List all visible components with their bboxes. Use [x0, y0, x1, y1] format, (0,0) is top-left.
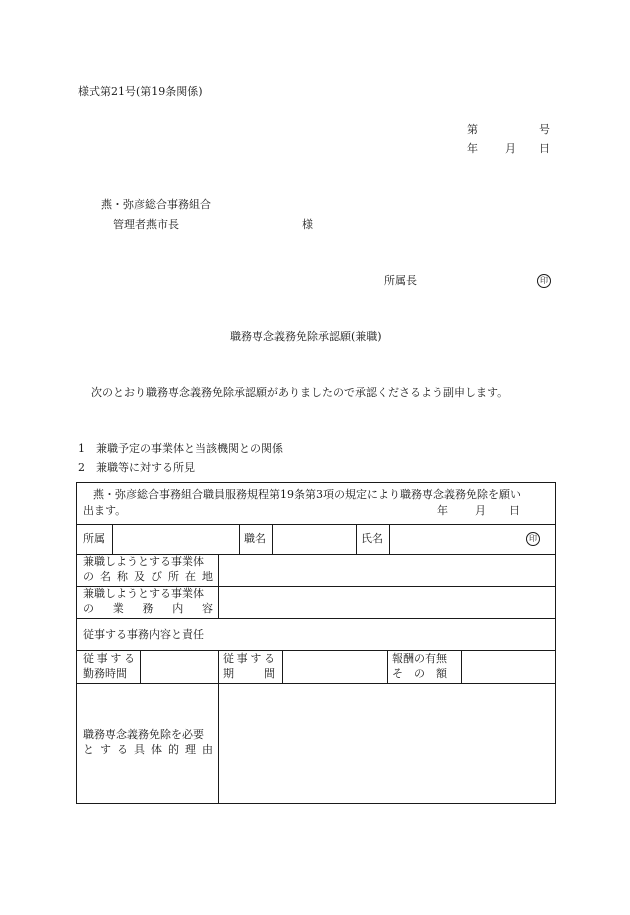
col-divider: [272, 524, 273, 554]
label-char: 由: [202, 743, 213, 756]
form-date-day: 日: [509, 504, 520, 517]
label-char: の: [414, 667, 425, 680]
col-divider: [140, 650, 141, 683]
col-divider: [387, 650, 388, 683]
form-number: 様式第21号(第19条関係): [78, 85, 203, 98]
col-divider: [218, 683, 219, 803]
document-number-prefix: 第: [467, 123, 478, 136]
col-divider: [218, 554, 219, 618]
reason-label-l1: 職務専念義務免除を必要: [83, 728, 204, 741]
reason-label-l2: [83, 743, 213, 757]
label-char: び: [151, 570, 162, 583]
position-label: 職名: [244, 532, 266, 545]
work-hours-label-l1: [83, 652, 135, 666]
label-char: 容: [202, 602, 213, 615]
document-title: 職務専念義務免除承認願(兼職): [230, 330, 382, 343]
pay-label-l1: 報酬の有無: [392, 652, 447, 665]
label-char: る: [263, 652, 275, 665]
applicant-label: 所属長: [384, 274, 417, 287]
duties-label: 従事する事務内容と責任: [83, 628, 204, 641]
label-char: 額: [436, 667, 447, 680]
name-label: 氏名: [361, 532, 383, 545]
label-char: 称: [117, 570, 128, 583]
work-period-label-l1: [223, 652, 275, 666]
form-date-year: 年: [437, 504, 448, 517]
label-char: と: [83, 743, 94, 756]
label-char: す: [250, 652, 262, 665]
seal-mark: 印: [537, 274, 551, 288]
item-2: 2 兼職等に対する所見: [78, 461, 195, 474]
business-name-label-l2: [83, 570, 213, 584]
label-char: る: [123, 652, 135, 665]
business-name-label-l1: 兼職しようとする事業体: [83, 555, 204, 568]
col-divider: [356, 524, 357, 554]
business-content-label-l2: [83, 602, 213, 616]
col-divider: [112, 524, 113, 554]
addressee-honorific: 様: [302, 218, 313, 231]
addressee-org: 燕・弥彦総合事務組合: [101, 198, 211, 211]
dept-label: 所属: [83, 532, 105, 545]
row-divider: [77, 524, 555, 525]
label-char: 地: [202, 570, 213, 583]
col-divider: [239, 524, 240, 554]
label-char: そ: [392, 667, 403, 680]
label-char: 名: [100, 570, 111, 583]
label-char: の: [83, 602, 94, 615]
label-char: 在: [185, 570, 196, 583]
label-char: す: [100, 743, 111, 756]
date-year: 年: [467, 142, 478, 155]
label-char: 理: [185, 743, 196, 756]
label-char: 事: [236, 652, 248, 665]
form-date-month: 月: [475, 504, 486, 517]
label-char: 従: [83, 652, 94, 665]
body-text: 次のとおり職務専念義務免除承認願がありましたので承認くださるよう副申します。: [91, 386, 509, 399]
label-char: 業: [112, 602, 124, 615]
date-day: 日: [539, 142, 550, 155]
label-char: る: [117, 743, 128, 756]
label-char: 従: [223, 652, 234, 665]
label-char: 期: [223, 667, 234, 680]
label-char: の: [83, 570, 94, 583]
label-char: す: [110, 652, 122, 665]
document-number-suffix: 号: [539, 123, 550, 136]
col-divider: [389, 524, 390, 554]
date-month: 月: [505, 142, 516, 155]
application-form-table: [76, 482, 556, 804]
business-content-label-l1: 兼職しようとする事業体: [83, 587, 204, 600]
addressee-title: 管理者燕市長: [113, 218, 179, 231]
label-char: 務: [142, 602, 154, 615]
label-char: 所: [168, 570, 179, 583]
label-char: 具: [134, 743, 145, 756]
col-divider: [461, 650, 462, 683]
item-1: 1 兼職予定の事業体と当該機関との関係: [78, 442, 283, 455]
label-char: 事: [96, 652, 108, 665]
label-char: 体: [151, 743, 162, 756]
label-char: 的: [168, 743, 179, 756]
form-intro-line2: 出ます。: [83, 504, 127, 517]
row-divider: [77, 683, 555, 684]
col-divider: [218, 650, 219, 683]
row-divider: [77, 650, 555, 651]
label-char: 内: [172, 602, 184, 615]
pay-label-l2: [392, 667, 447, 681]
form-seal-mark: 印: [526, 532, 540, 546]
work-period-label-l2: [223, 667, 275, 681]
col-divider: [282, 650, 283, 683]
work-hours-label-l2: 勤務時間: [83, 667, 127, 680]
form-intro-line1: 燕・弥彦総合事務組合職員服務規程第19条第3項の規定により職務専念義務免除を願い: [93, 488, 521, 501]
label-char: 及: [134, 570, 145, 583]
label-char: 間: [264, 667, 275, 680]
row-divider: [77, 618, 555, 619]
